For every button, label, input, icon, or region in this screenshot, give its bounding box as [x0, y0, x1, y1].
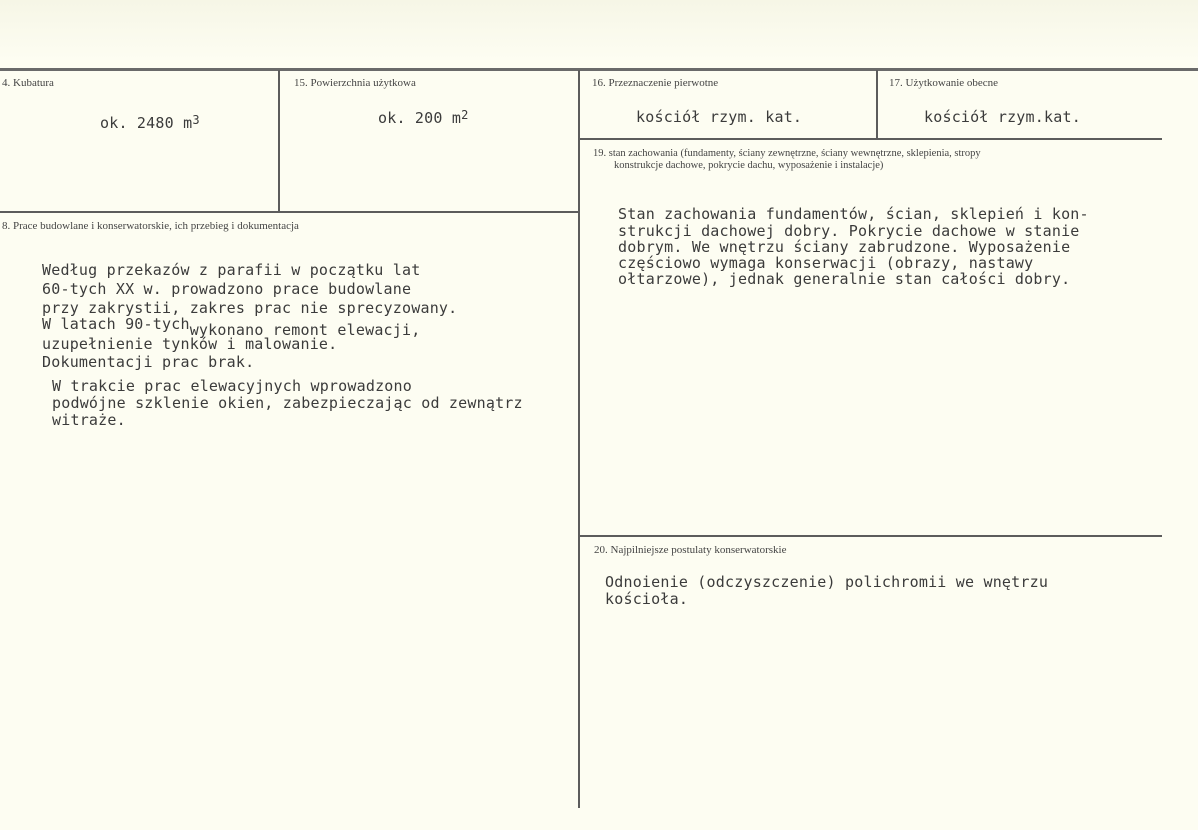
- field-15-label: 15. Powierzchnia użytkowa: [294, 77, 416, 89]
- field-14-unit-power: 3: [192, 113, 200, 127]
- top-rule: [0, 68, 1198, 71]
- field-15-value-text: ok. 200 m: [378, 109, 462, 127]
- field-18-line-9: witraże.: [52, 411, 126, 429]
- field-15-value: [378, 109, 469, 129]
- field-19-line-4: częściowo wymaga konserwacji (obrazy, nastawy: [618, 254, 1034, 272]
- field-14-label: 4. Kubatura: [2, 77, 54, 89]
- divider-row-upper-left: [0, 211, 580, 213]
- divider-col-3: [876, 70, 878, 138]
- divider-row-lower-right: [580, 535, 1162, 537]
- field-17-label: 17. Użytkowanie obecne: [889, 77, 999, 89]
- field-17-value: kościół rzym.kat.: [924, 108, 1081, 126]
- field-18-line-5: uzupełnienie tynków i malowanie.: [42, 335, 338, 353]
- field-20-line-2: kościoła.: [605, 590, 689, 608]
- field-19-line-3: dobrym. We wnętrzu ściany zabrudzone. Wyposażenie: [618, 238, 1071, 256]
- field-19-label-line-1: 19. stan zachowania (fundamenty, ściany zewnętrzne, ściany wewnętrzne, sklepienia, stropy: [593, 148, 981, 159]
- divider-col-1: [278, 70, 280, 211]
- field-19-line-1: Stan zachowania fundamentów, ścian, sklepień i kon-: [618, 205, 1089, 223]
- field-19-line-5: ołtarzowe), jednak generalnie stan całości dobry.: [618, 270, 1071, 288]
- field-20-label: 20. Najpilniejsze postulaty konserwatorskie: [594, 544, 787, 556]
- field-14-value-text: ok. 2480 m: [100, 114, 193, 132]
- field-18-label: 8. Prace budowlane i konserwatorskie, ich przebieg i dokumentacja: [2, 220, 299, 232]
- field-18-line-8: podwójne szklenie okien, zabezpieczając od zewnątrz: [52, 394, 523, 412]
- field-16-label: 16. Przeznaczenie pierwotne: [592, 77, 719, 89]
- field-14-value: [100, 114, 200, 134]
- divider-col-center: [578, 70, 580, 808]
- field-15-unit-power: 2: [461, 108, 469, 122]
- field-18-line-1: Według przekazów z parafii w początku lat: [42, 261, 421, 279]
- field-18-line-4-start: W latach 90-tych: [42, 315, 190, 333]
- field-18-line-7: W trakcie prac elewacyjnych wprowadzono: [52, 377, 412, 395]
- field-18-line-4-end: wykonano remont elewacji,: [189, 321, 421, 339]
- field-18-line-3: przy zakrystii, zakres prac nie sprecyzowany.: [42, 299, 458, 317]
- divider-row-upper-right: [580, 138, 1162, 140]
- field-19-label-line-2: konstrukcje dachowe, pokrycie dachu, wyposażenie i instalacje): [614, 160, 884, 171]
- field-18-line-2: 60-tych XX w. prowadzono prace budowlane: [42, 280, 412, 298]
- field-20-line-1: Odnoienie (odczyszczenie) polichromii we wnętrzu: [605, 573, 1049, 591]
- field-18-line-6: Dokumentacji prac brak.: [42, 353, 255, 371]
- field-16-value: kościół rzym. kat.: [636, 108, 803, 126]
- field-19-line-2: strukcji dachowej dobry. Pokrycie dachowe w stanie: [618, 222, 1080, 240]
